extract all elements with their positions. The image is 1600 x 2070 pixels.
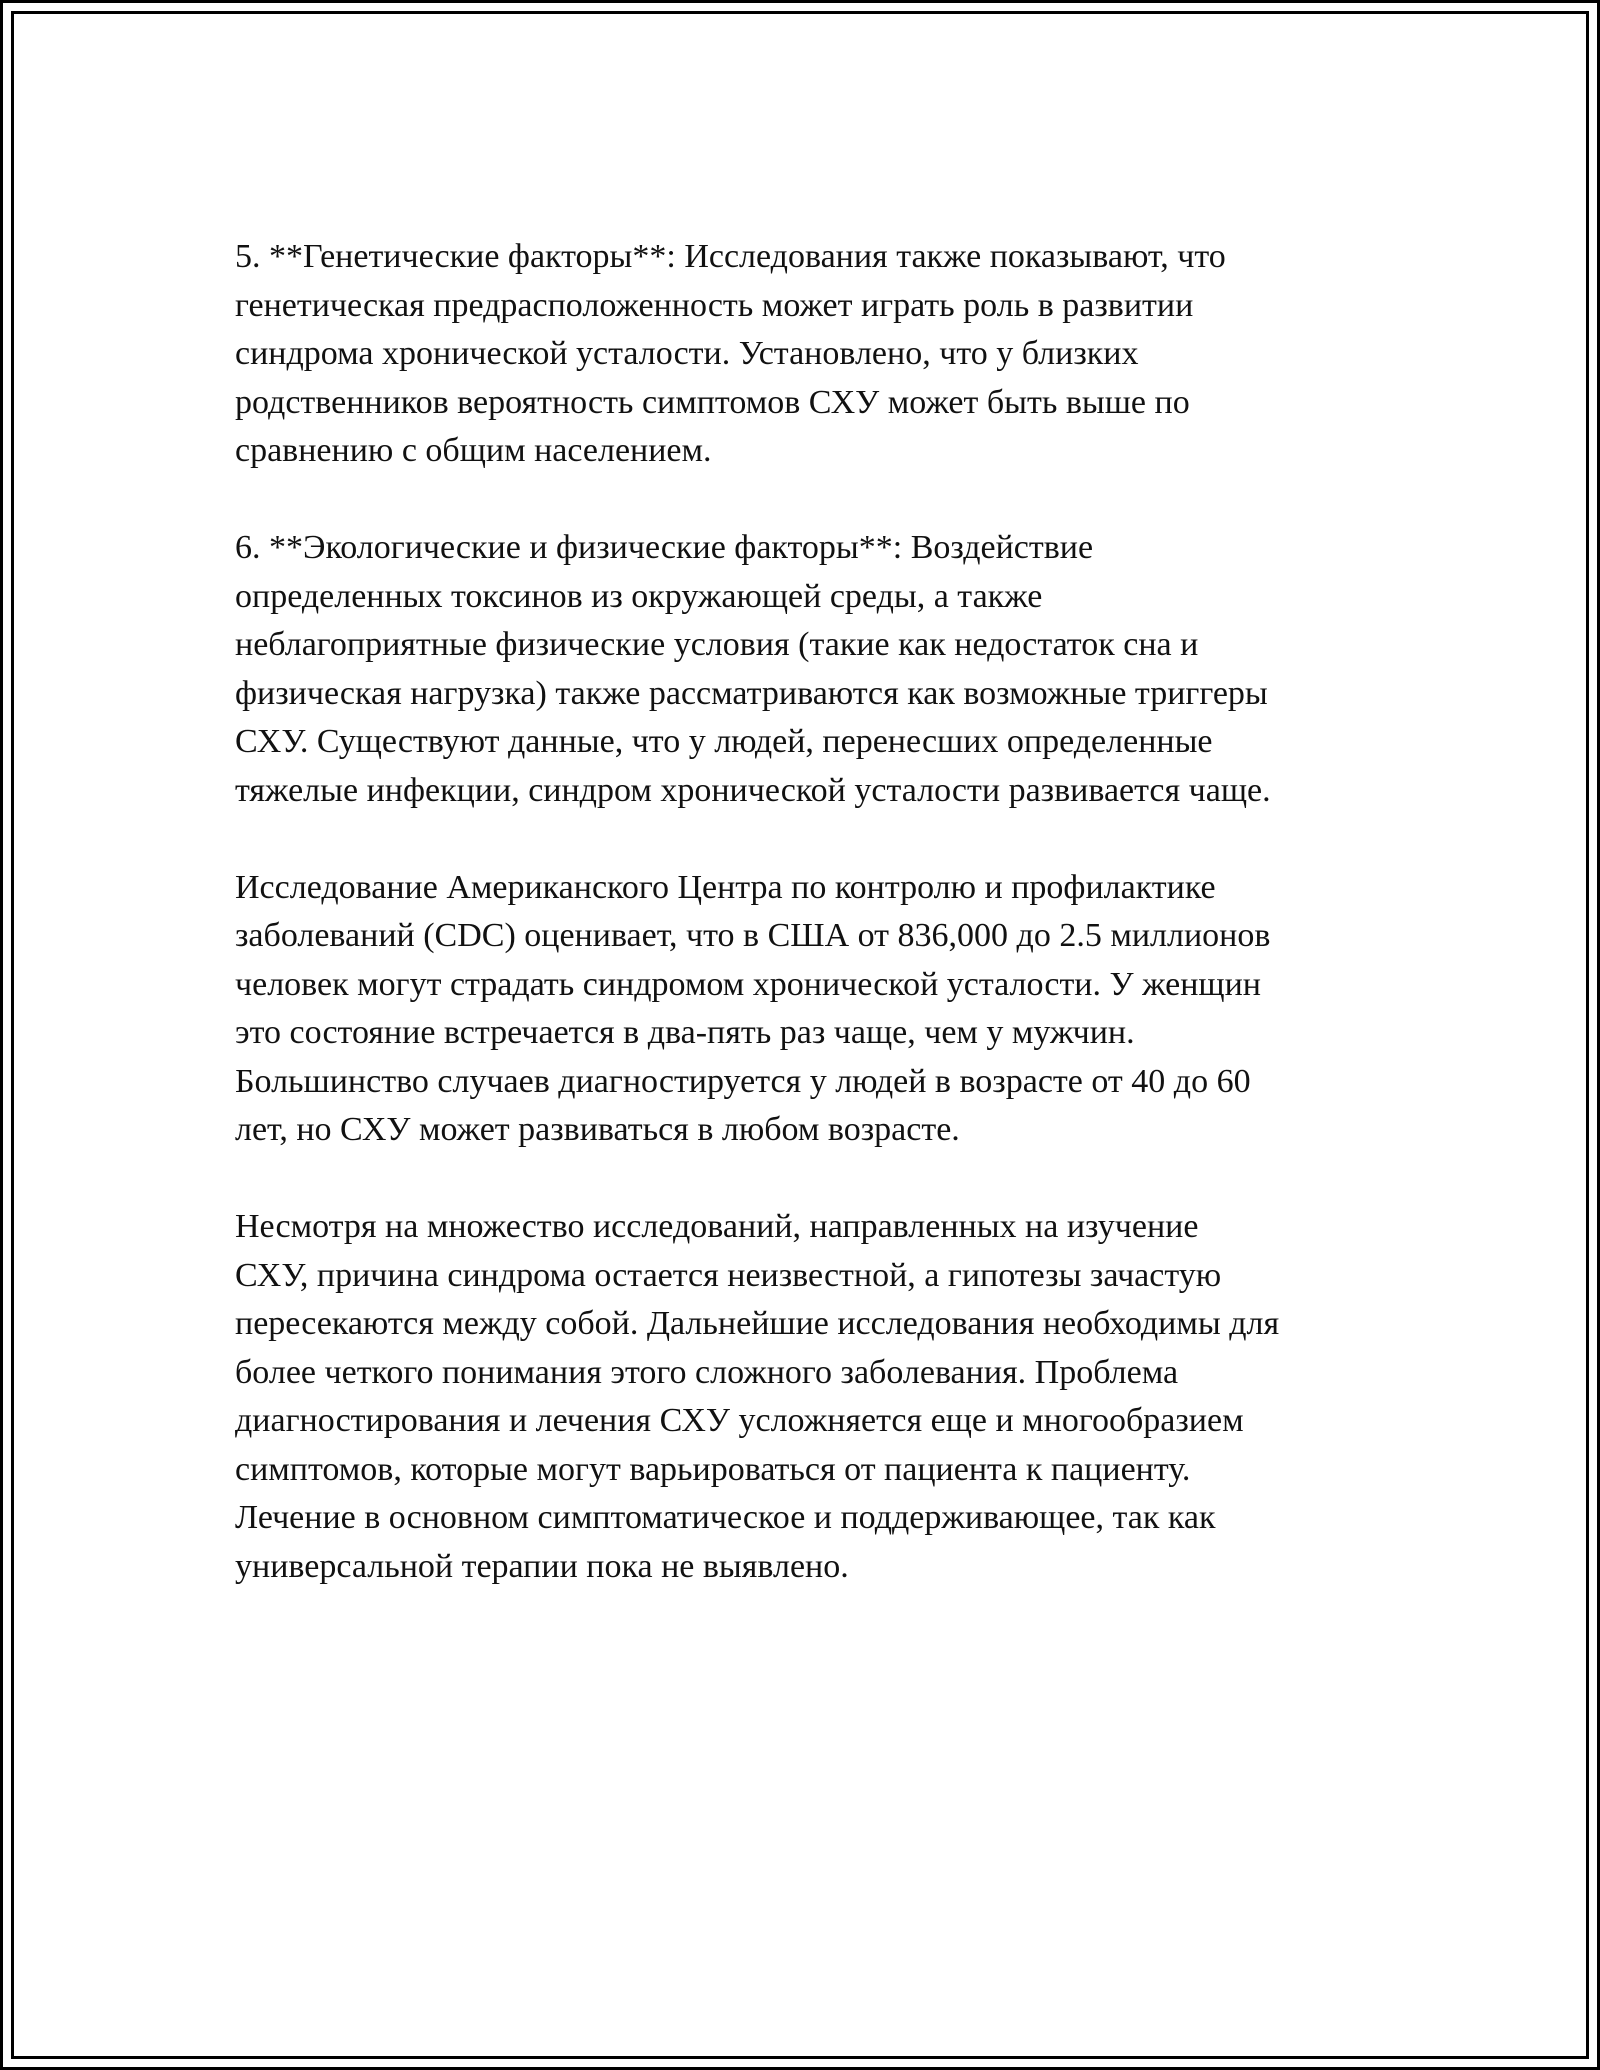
paragraph-genetic-factors: 5. **Генетические факторы**: Исследования также показывают, что генетическая предрасположенность может играть роль в развитии синдрома хронической усталости. Установлено, что у близких родственников вероятность симптомов СХУ может быть выше по сравнению с общим населением. [235,238,1226,469]
document-body [235,233,1395,1591]
paragraph-cdc-statistics: Исследование Американского Центра по контролю и профилактике заболеваний (CDC) оценивает, что в США от 836,000 до 2.5 миллионов человек могут страдать синдромом хронической усталости. У женщин это состояние встречается в два-пять раз чаще, чем у мужчин. Большинство случаев диагностируется у людей в возрасте от 40 до 60 лет, но СХУ может развиваться в любом возрасте. [235,868,1271,1148]
paragraph-environmental-factors: 6. **Экологические и физические факторы**: Воздействие определенных токсинов из окружающей среды, а также неблагоприятные физические условия (такие как недостаток сна и физическая нагрузка) также рассматриваются как возможные триггеры СХУ. Существуют данные, что у людей, перенесших определенные тяжелые инфекции, синдром хронической усталости развивается чаще. [235,529,1271,809]
paragraph-conclusion: Несмотря на множество исследований, направленных на изучение СХУ, причина синдрома остается неизвестной, а гипотезы зачастую пересекаются между собой. Дальнейшие исследования необходимы для более четкого понимания этого сложного заболевания. Проблема диагностирования и лечения СХУ усложняется еще и многообразием симптомов, которые могут варьироваться от пациента к пациенту. Лечение в основном симптоматическое и поддерживающее, так как универсальной терапии пока не выявлено. [235,1208,1280,1585]
